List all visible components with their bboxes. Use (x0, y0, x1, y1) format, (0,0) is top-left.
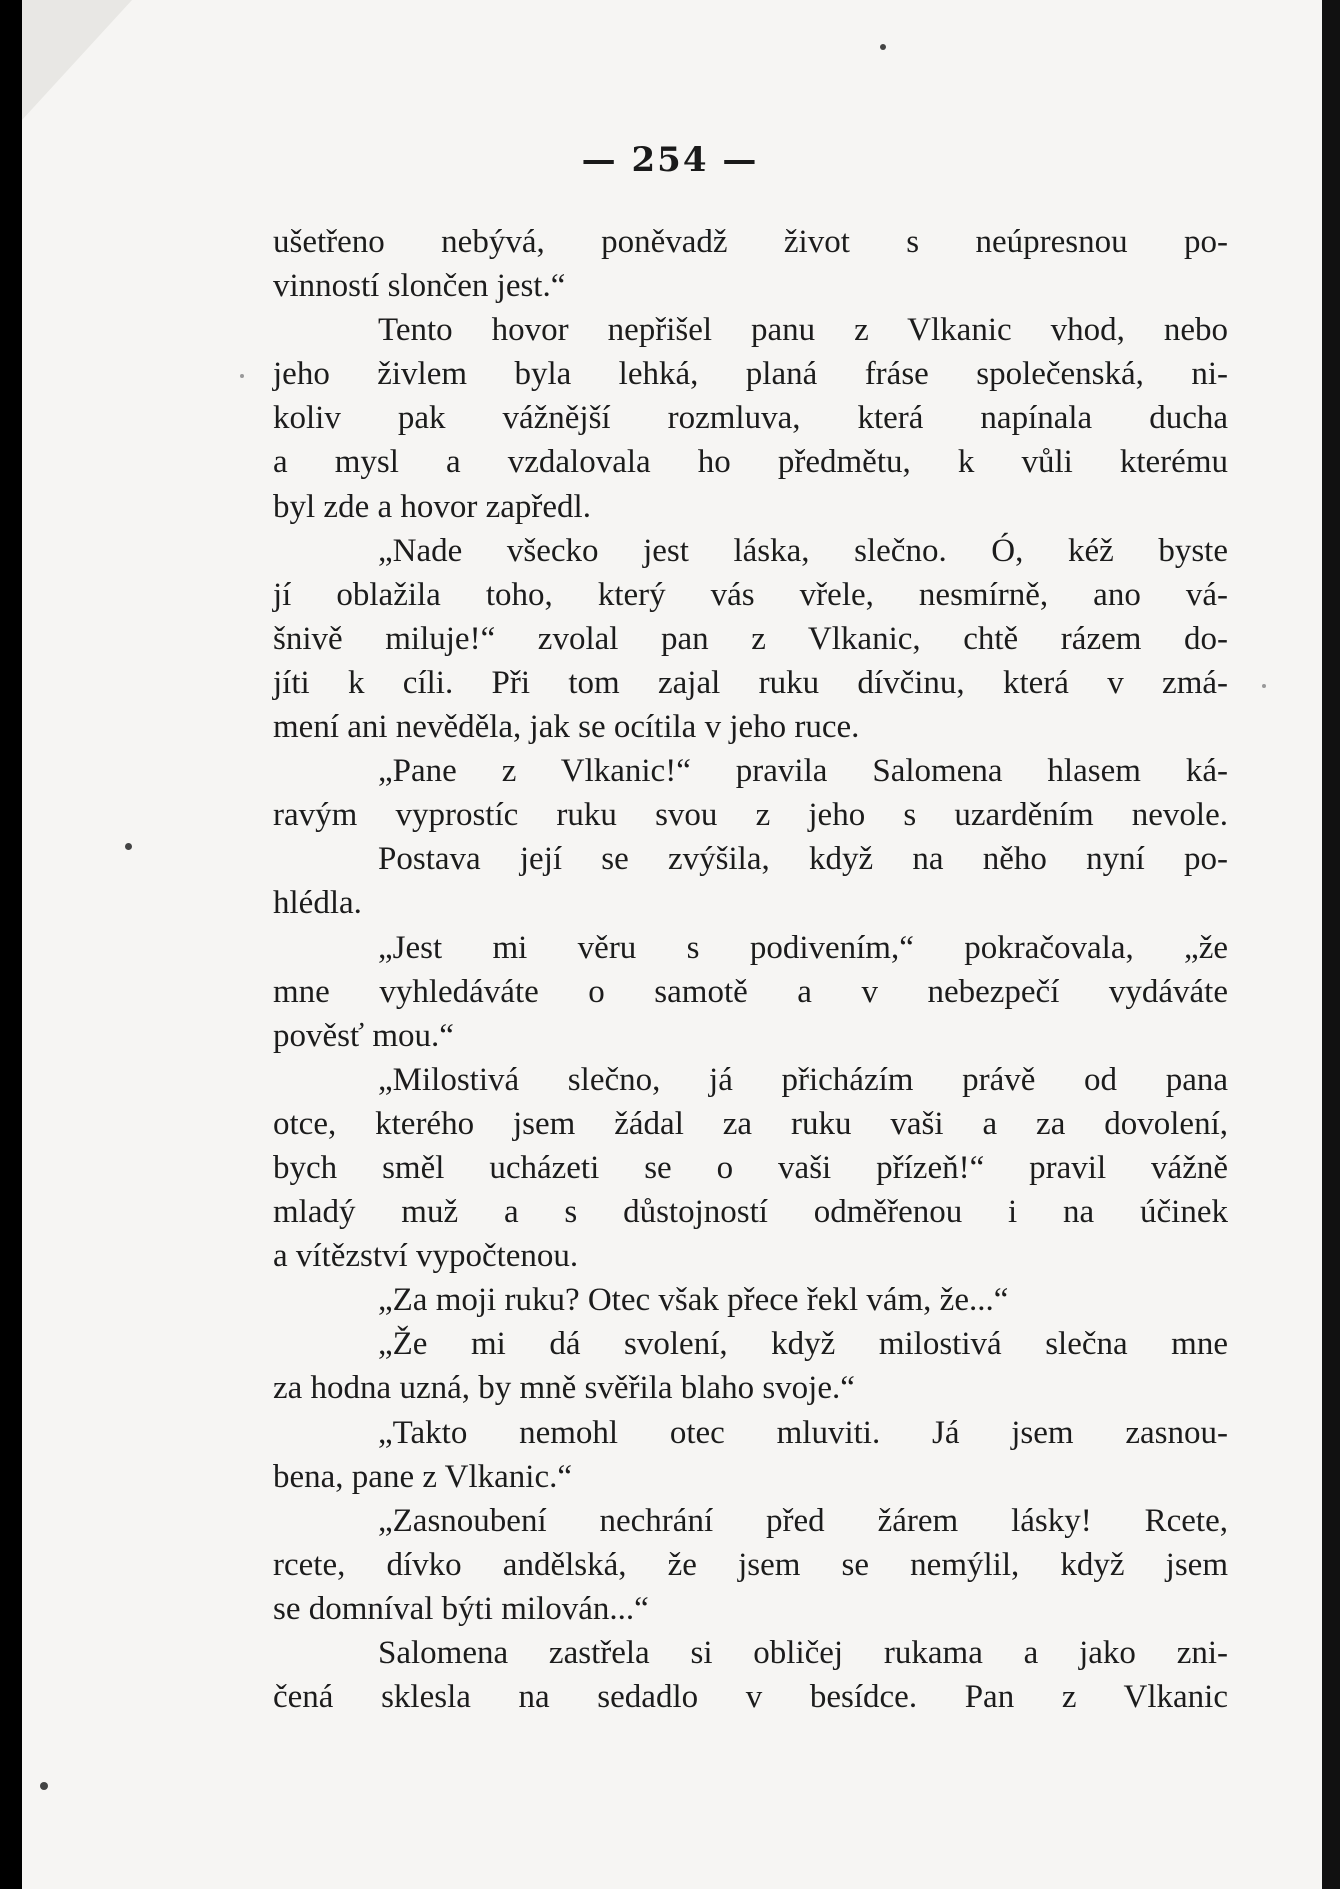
text-line: otce, kterého jsem žádal za ruku vaši a za dovolení, (273, 1105, 1228, 1142)
text-line: „Pane z Vlkanic!“ pravila Salomena hlasem ká- (378, 753, 1228, 790)
text-line: ravým vyprostíc ruku svou z jeho s uzarděním nevole. (273, 797, 1228, 834)
speck (880, 44, 886, 50)
page-corner-fold (22, 0, 132, 120)
text-line: ušetřeno nebývá, poněvadž život s neúpresnou po- (273, 224, 1228, 260)
text-line: „Jest mi věru s podivením,“ pokračovala, „že (378, 929, 1228, 966)
text-line: pověsť mou.“ (273, 1017, 454, 1054)
text-line: „Že mi dá svolení, když milostivá slečna mne (378, 1326, 1228, 1363)
speck (240, 374, 244, 378)
speck (125, 843, 132, 850)
text-line: se domníval býti milován...“ (273, 1590, 649, 1627)
text-line: byl zde a hovor zapředl. (273, 488, 591, 525)
text-line: mladý muž a s důstojností odměřenou i na účinek (273, 1194, 1228, 1231)
text-line: mení ani nevěděla, jak se ocítila v jeho ruce. (273, 709, 860, 746)
text-line: Postava její se zvýšila, když na něho nyní po- (378, 841, 1228, 878)
text-line: bych směl ucházeti se o vaši přízeň!“ pravil vážně (273, 1149, 1228, 1186)
speck (1262, 684, 1266, 688)
page-edge-shadow (1322, 0, 1340, 1889)
text-line: „Takto nemohl otec mluviti. Já jsem zasnou- (378, 1414, 1228, 1451)
text-line: jeho živlem byla lehká, planá fráse společenská, ni- (273, 356, 1228, 393)
text-line: mne vyhledáváte o samotě a v nebezpečí vydáváte (273, 973, 1228, 1010)
text-line: koliv pak vážnější rozmluva, která napínala ducha (273, 400, 1228, 437)
text-line: a vítězství vypočtenou. (273, 1238, 579, 1275)
text-line: „Za moji ruku? Otec však přece řekl vám, že...“ (378, 1282, 1009, 1319)
text-line: šnivě miluje!“ zvolal pan z Vlkanic, chtě rázem do- (273, 620, 1228, 657)
speck (40, 1782, 48, 1790)
text-line: „Nade všecko jest láska, slečno. Ó, kéž byste (378, 532, 1228, 569)
text-line: za hodna uzná, by mně svěřila blaho svoje.“ (273, 1370, 855, 1407)
text-line: bena, pane z Vlkanic.“ (273, 1458, 572, 1495)
page-number: — 254 — (581, 140, 759, 180)
text-line: a mysl a vzdalovala ho předmětu, k vůli kterému (273, 444, 1228, 481)
body-text (273, 220, 1228, 1719)
text-line: čená sklesla na sedadlo v besídce. Pan z Vlkanic (273, 1679, 1228, 1716)
text-line: „Milostivá slečno, já přicházím právě od pana (378, 1061, 1228, 1098)
text-line: Salomena zastřela si obličej rukama a jako zni- (378, 1635, 1228, 1671)
text-line: hlédla. (273, 885, 362, 922)
text-line: rcete, dívko andělská, že jsem se nemýlil, když jsem (273, 1546, 1228, 1583)
text-line: vinností slončen jest.“ (273, 268, 566, 305)
text-line: Tento hovor nepřišel panu z Vlkanic vhod, nebo (378, 312, 1228, 349)
text-line: jí oblažila toho, který vás vřele, nesmírně, ano vá- (273, 576, 1228, 613)
text-line: jíti k cíli. Při tom zajal ruku dívčinu, která v zmá- (273, 664, 1228, 701)
text-line: „Zasnoubení nechrání před žárem lásky! Rcete, (378, 1502, 1228, 1539)
